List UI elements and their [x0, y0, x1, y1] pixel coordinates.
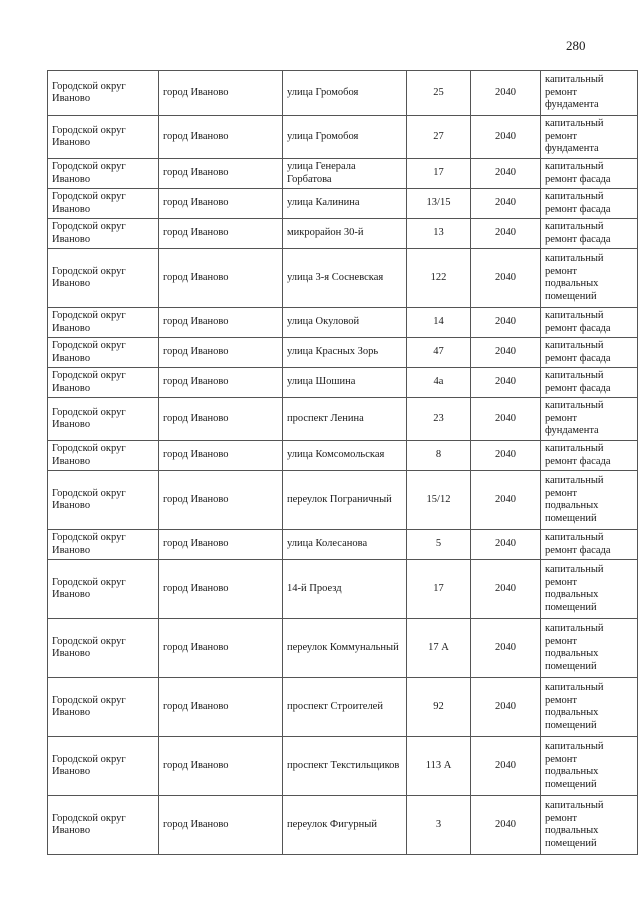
year-cell: 2040 [471, 441, 541, 471]
house-number-cell: 8 [407, 441, 471, 471]
work-type-cell: капитальный ремонт фасада [541, 338, 638, 368]
street-cell: микрорайон 30-й [283, 219, 407, 249]
district-cell: Городской округ Иваново [48, 678, 159, 737]
house-number-cell: 17 [407, 560, 471, 619]
table-row [48, 398, 638, 441]
city-cell: город Иваново [159, 116, 283, 159]
district-cell: Городской округ Иваново [48, 560, 159, 619]
street-cell: улица Красных Зорь [283, 338, 407, 368]
table-row [48, 530, 638, 560]
house-number-cell: 5 [407, 530, 471, 560]
city-cell: город Иваново [159, 471, 283, 530]
house-number-cell: 17 [407, 159, 471, 189]
work-type-cell: капитальный ремонт фасада [541, 368, 638, 398]
work-type-cell: капитальный ремонт подвальных помещений [541, 796, 638, 855]
house-number-cell: 17 А [407, 619, 471, 678]
street-cell: переулок Коммунальный [283, 619, 407, 678]
district-cell: Городской округ Иваново [48, 338, 159, 368]
city-cell: город Иваново [159, 560, 283, 619]
work-type-cell: капитальный ремонт фундамента [541, 116, 638, 159]
year-cell: 2040 [471, 619, 541, 678]
street-cell: переулок Пограничный [283, 471, 407, 530]
year-cell: 2040 [471, 560, 541, 619]
house-number-cell: 4а [407, 368, 471, 398]
registry-table [47, 70, 638, 855]
table-row [48, 441, 638, 471]
work-type-cell: капитальный ремонт фасада [541, 189, 638, 219]
year-cell: 2040 [471, 678, 541, 737]
district-cell: Городской округ Иваново [48, 71, 159, 116]
street-cell: улица Генерала Горбатова [283, 159, 407, 189]
table-row [48, 737, 638, 796]
table-row [48, 249, 638, 308]
table-row [48, 338, 638, 368]
district-cell: Городской округ Иваново [48, 368, 159, 398]
year-cell: 2040 [471, 530, 541, 560]
work-type-cell: капитальный ремонт фасада [541, 159, 638, 189]
table-row [48, 71, 638, 116]
house-number-cell: 13/15 [407, 189, 471, 219]
year-cell: 2040 [471, 796, 541, 855]
street-cell: улица Калинина [283, 189, 407, 219]
house-number-cell: 122 [407, 249, 471, 308]
district-cell: Городской округ Иваново [48, 116, 159, 159]
table-row [48, 619, 638, 678]
city-cell: город Иваново [159, 189, 283, 219]
city-cell: город Иваново [159, 398, 283, 441]
city-cell: город Иваново [159, 530, 283, 560]
table-row [48, 189, 638, 219]
year-cell: 2040 [471, 189, 541, 219]
street-cell: улица 3-я Сосневская [283, 249, 407, 308]
table-row [48, 796, 638, 855]
city-cell: город Иваново [159, 249, 283, 308]
house-number-cell: 113 А [407, 737, 471, 796]
city-cell: город Иваново [159, 737, 283, 796]
year-cell: 2040 [471, 368, 541, 398]
house-number-cell: 25 [407, 71, 471, 116]
year-cell: 2040 [471, 308, 541, 338]
year-cell: 2040 [471, 737, 541, 796]
street-cell: улица Шошина [283, 368, 407, 398]
city-cell: город Иваново [159, 159, 283, 189]
table-row [48, 308, 638, 338]
district-cell: Городской округ Иваново [48, 737, 159, 796]
work-type-cell: капитальный ремонт фундамента [541, 71, 638, 116]
table-row [48, 678, 638, 737]
year-cell: 2040 [471, 338, 541, 368]
work-type-cell: капитальный ремонт подвальных помещений [541, 471, 638, 530]
street-cell: улица Громобоя [283, 116, 407, 159]
house-number-cell: 3 [407, 796, 471, 855]
house-number-cell: 47 [407, 338, 471, 368]
city-cell: город Иваново [159, 308, 283, 338]
district-cell: Городской округ Иваново [48, 530, 159, 560]
street-cell: проспект Текстильщиков [283, 737, 407, 796]
street-cell: проспект Строителей [283, 678, 407, 737]
year-cell: 2040 [471, 71, 541, 116]
table-row [48, 219, 638, 249]
district-cell: Городской округ Иваново [48, 619, 159, 678]
city-cell: город Иваново [159, 441, 283, 471]
house-number-cell: 92 [407, 678, 471, 737]
house-number-cell: 15/12 [407, 471, 471, 530]
work-type-cell: капитальный ремонт подвальных помещений [541, 678, 638, 737]
year-cell: 2040 [471, 249, 541, 308]
work-type-cell: капитальный ремонт фасада [541, 441, 638, 471]
table-row [48, 368, 638, 398]
street-cell: 14-й Проезд [283, 560, 407, 619]
street-cell: проспект Ленина [283, 398, 407, 441]
year-cell: 2040 [471, 471, 541, 530]
city-cell: город Иваново [159, 368, 283, 398]
district-cell: Городской округ Иваново [48, 219, 159, 249]
city-cell: город Иваново [159, 619, 283, 678]
district-cell: Городской округ Иваново [48, 249, 159, 308]
year-cell: 2040 [471, 398, 541, 441]
house-number-cell: 14 [407, 308, 471, 338]
table-row [48, 471, 638, 530]
page-number: 280 [566, 38, 586, 53]
district-cell: Городской округ Иваново [48, 189, 159, 219]
district-cell: Городской округ Иваново [48, 398, 159, 441]
work-type-cell: капитальный ремонт подвальных помещений [541, 737, 638, 796]
district-cell: Городской округ Иваново [48, 471, 159, 530]
district-cell: Городской округ Иваново [48, 308, 159, 338]
city-cell: город Иваново [159, 71, 283, 116]
street-cell: улица Громобоя [283, 71, 407, 116]
work-type-cell: капитальный ремонт фасада [541, 219, 638, 249]
work-type-cell: капитальный ремонт фасада [541, 308, 638, 338]
city-cell: город Иваново [159, 338, 283, 368]
table-row [48, 116, 638, 159]
district-cell: Городской округ Иваново [48, 441, 159, 471]
house-number-cell: 13 [407, 219, 471, 249]
work-type-cell: капитальный ремонт подвальных помещений [541, 560, 638, 619]
year-cell: 2040 [471, 219, 541, 249]
house-number-cell: 23 [407, 398, 471, 441]
table-row [48, 159, 638, 189]
work-type-cell: капитальный ремонт подвальных помещений [541, 619, 638, 678]
district-cell: Городской округ Иваново [48, 159, 159, 189]
work-type-cell: капитальный ремонт фасада [541, 530, 638, 560]
street-cell: переулок Фигурный [283, 796, 407, 855]
street-cell: улица Колесанова [283, 530, 407, 560]
city-cell: город Иваново [159, 796, 283, 855]
house-number-cell: 27 [407, 116, 471, 159]
work-type-cell: капитальный ремонт фундамента [541, 398, 638, 441]
year-cell: 2040 [471, 159, 541, 189]
district-cell: Городской округ Иваново [48, 796, 159, 855]
city-cell: город Иваново [159, 219, 283, 249]
table-row [48, 560, 638, 619]
work-type-cell: капитальный ремонт подвальных помещений [541, 249, 638, 308]
street-cell: улица Окуловой [283, 308, 407, 338]
year-cell: 2040 [471, 116, 541, 159]
city-cell: город Иваново [159, 678, 283, 737]
street-cell: улица Комсомольская [283, 441, 407, 471]
